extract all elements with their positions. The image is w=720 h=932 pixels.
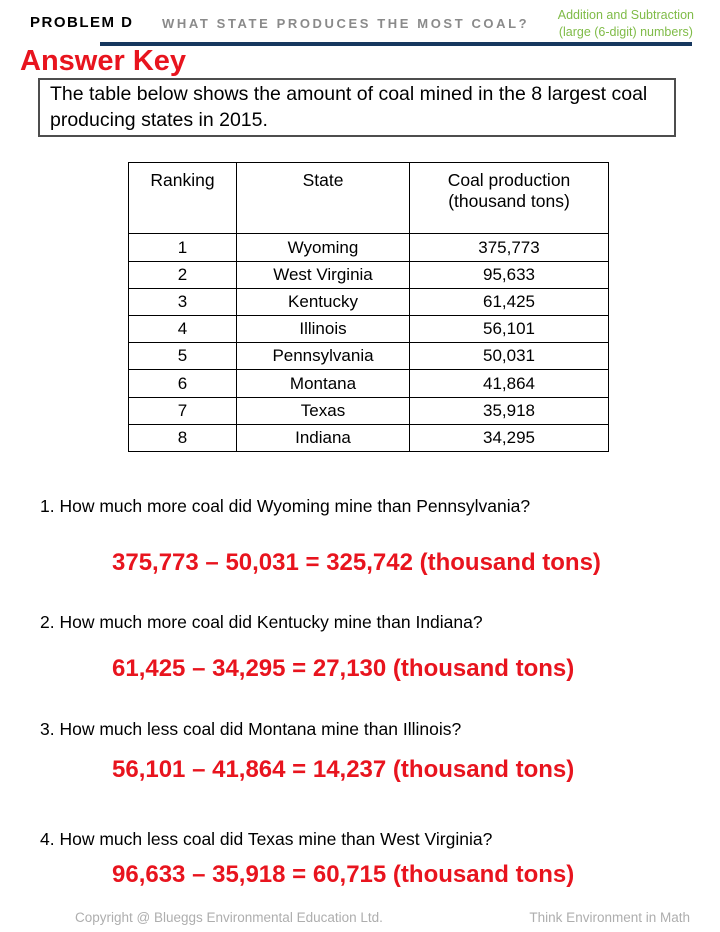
page-footer bbox=[0, 910, 720, 925]
table-row bbox=[129, 370, 609, 397]
topic-tag bbox=[558, 7, 694, 41]
rank-cell: 8 bbox=[129, 424, 237, 451]
value-cell: 375,773 bbox=[410, 234, 609, 261]
rank-cell: 1 bbox=[129, 234, 237, 261]
table-header-row bbox=[129, 163, 609, 234]
worksheet-title: WHAT STATE PRODUCES THE MOST COAL? bbox=[162, 16, 530, 31]
table-row bbox=[129, 261, 609, 288]
state-cell: Illinois bbox=[237, 316, 410, 343]
rank-cell: 4 bbox=[129, 316, 237, 343]
table-row bbox=[129, 397, 609, 424]
table-row bbox=[129, 234, 609, 261]
rank-cell: 5 bbox=[129, 343, 237, 370]
state-cell: Montana bbox=[237, 370, 410, 397]
answer-2: 61,425 – 34,295 = 27,130 (thousand tons) bbox=[112, 654, 575, 682]
table-row bbox=[129, 424, 609, 451]
tagline-text: Think Environment in Math bbox=[529, 910, 690, 925]
value-cell: 34,295 bbox=[410, 424, 609, 451]
question-3: 3. How much less coal did Montana mine than Illinois? bbox=[40, 718, 462, 739]
intro-box bbox=[38, 78, 676, 137]
table-row bbox=[129, 288, 609, 315]
state-cell: West Virginia bbox=[237, 261, 410, 288]
value-cell: 61,425 bbox=[410, 288, 609, 315]
state-cell: Pennsylvania bbox=[237, 343, 410, 370]
answer-3: 56,101 – 41,864 = 14,237 (thousand tons) bbox=[112, 755, 575, 783]
value-cell: 56,101 bbox=[410, 316, 609, 343]
value-cell: 41,864 bbox=[410, 370, 609, 397]
header-ranking: Ranking bbox=[129, 163, 237, 234]
rank-cell: 7 bbox=[129, 397, 237, 424]
value-cell: 35,918 bbox=[410, 397, 609, 424]
state-cell: Texas bbox=[237, 397, 410, 424]
answer-1: 375,773 – 50,031 = 325,742 (thousand tons) bbox=[112, 548, 601, 576]
topic-line-1: Addition and Subtraction bbox=[557, 8, 694, 22]
intro-text: The table below shows the amount of coal mined in the 8 largest coal producing states in 2015. bbox=[50, 83, 648, 131]
rank-cell: 6 bbox=[129, 370, 237, 397]
state-cell: Wyoming bbox=[237, 234, 410, 261]
rank-cell: 2 bbox=[129, 261, 237, 288]
question-1: 1. How much more coal did Wyoming mine than Pennsylvania? bbox=[40, 495, 531, 516]
topic-line-2: (large (6-digit) numbers) bbox=[558, 24, 693, 39]
state-cell: Kentucky bbox=[237, 288, 410, 315]
coal-production-table bbox=[128, 162, 609, 452]
rank-cell: 3 bbox=[129, 288, 237, 315]
header-state: State bbox=[237, 163, 410, 234]
table-row bbox=[129, 343, 609, 370]
table-header bbox=[129, 163, 609, 234]
header-production: Coal production (thousand tons) bbox=[410, 163, 609, 234]
page-header bbox=[0, 0, 720, 40]
value-cell: 50,031 bbox=[410, 343, 609, 370]
answer-4: 96,633 – 35,918 = 60,715 (thousand tons) bbox=[112, 860, 575, 888]
answer-key-heading: Answer Key bbox=[20, 45, 187, 77]
question-2: 2. How much more coal did Kentucky mine than Indiana? bbox=[40, 611, 483, 632]
problem-label: PROBLEM D bbox=[30, 14, 134, 31]
copyright-text: Copyright @ Blueggs Environmental Education Ltd. bbox=[75, 910, 383, 925]
value-cell: 95,633 bbox=[410, 261, 609, 288]
table-row bbox=[129, 316, 609, 343]
state-cell: Indiana bbox=[237, 424, 410, 451]
question-4: 4. How much less coal did Texas mine than West Virginia? bbox=[40, 828, 493, 849]
